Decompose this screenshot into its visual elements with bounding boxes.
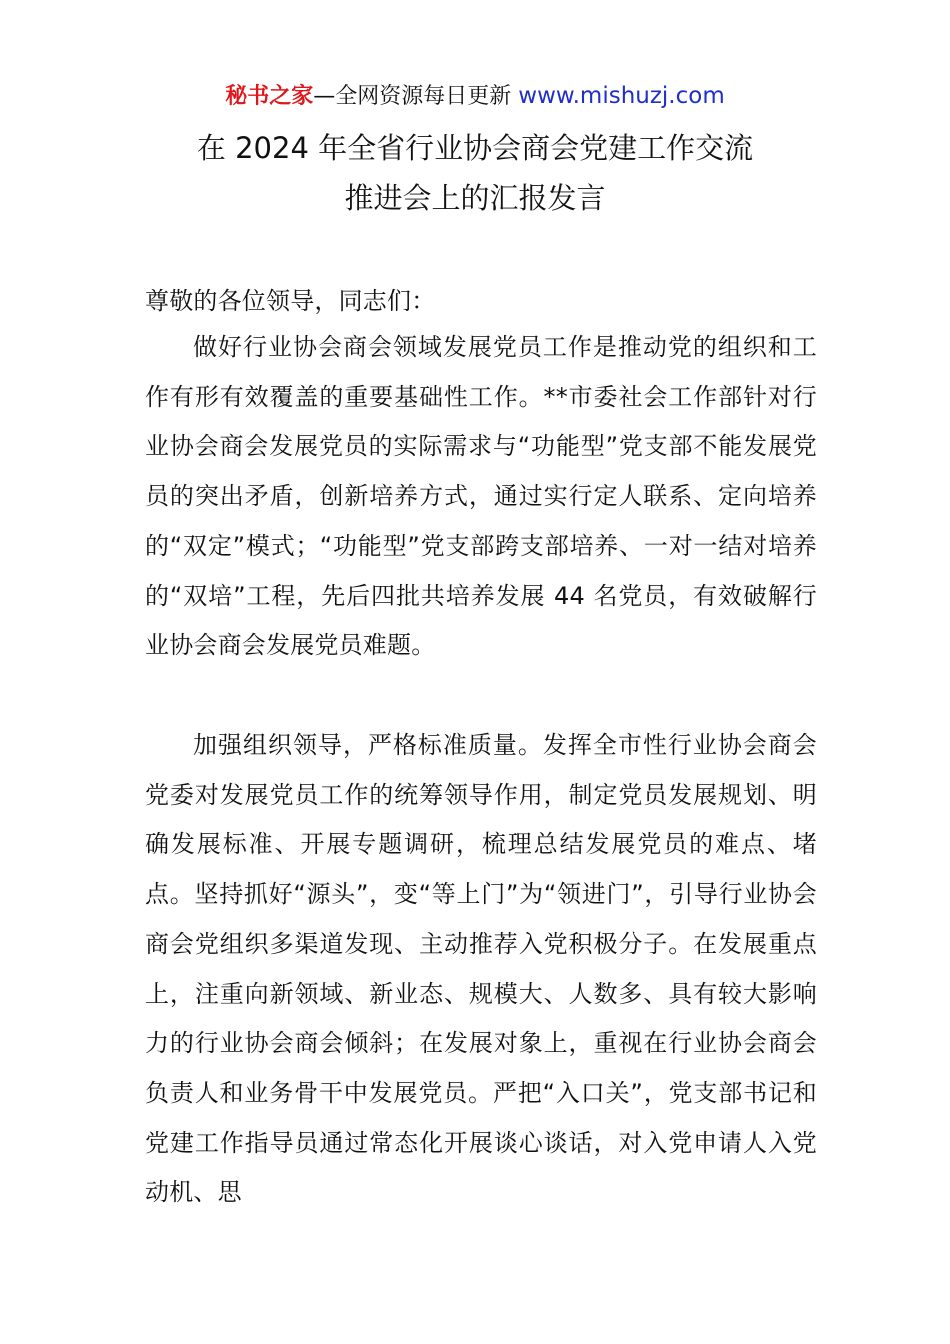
site-banner <box>0 80 950 113</box>
site-url[interactable]: www.mishuzj.com <box>518 83 725 109</box>
body-paragraph: 加强组织领导，严格标准质量。发挥全市性行业协会商会党委对发展党员工作的统筹领导作用，制定党员发展规划、明确发展标准、开展专题调研，梳理总结发展党员的难点、堵点。坚持抓好“源头”，变“等上门”为“领进门”，引导行业协会商会党组织多渠道发现、主动推荐入党积极分子。在发展重点上，注重向新领域、新业态、规模大、人数多、具有较大影响力的行业协会商会倾斜；在发展对象上，重视在行业协会商会负责人和业务骨干中发展党员。严把“入口关”，党支部书记和党建工作指导员通过常态化开展谈心谈话，对入党申请人入党动机、思 <box>145 731 817 1207</box>
salutation: 尊敬的各位领导，同志们： <box>145 287 436 315</box>
body-paragraph: 做好行业协会商会领域发展党员工作是推动党的组织和工作有形有效覆盖的重要基础性工作。**市委社会工作部针对行业协会商会发展党员的实际需求与“功能型”党支部不能发展党员的突出矛盾，创新培养方式，通过实行定人联系、定向培养的“双定”模式；“功能型”党支部跨支部培养、一对一结对培养的“双培”工程，先后四批共培养发展 44 名党员，有效破解行业协会商会发展党员难题。 <box>145 333 817 660</box>
document-title-line-1: 在 2024 年全省行业协会商会党建工作交流 <box>196 131 754 165</box>
banner-tagline: —全网资源每日更新 <box>313 84 512 109</box>
document-title-line-2: 推进会上的汇报发言 <box>344 181 606 215</box>
brand-name: 秘书之家 <box>225 84 314 109</box>
